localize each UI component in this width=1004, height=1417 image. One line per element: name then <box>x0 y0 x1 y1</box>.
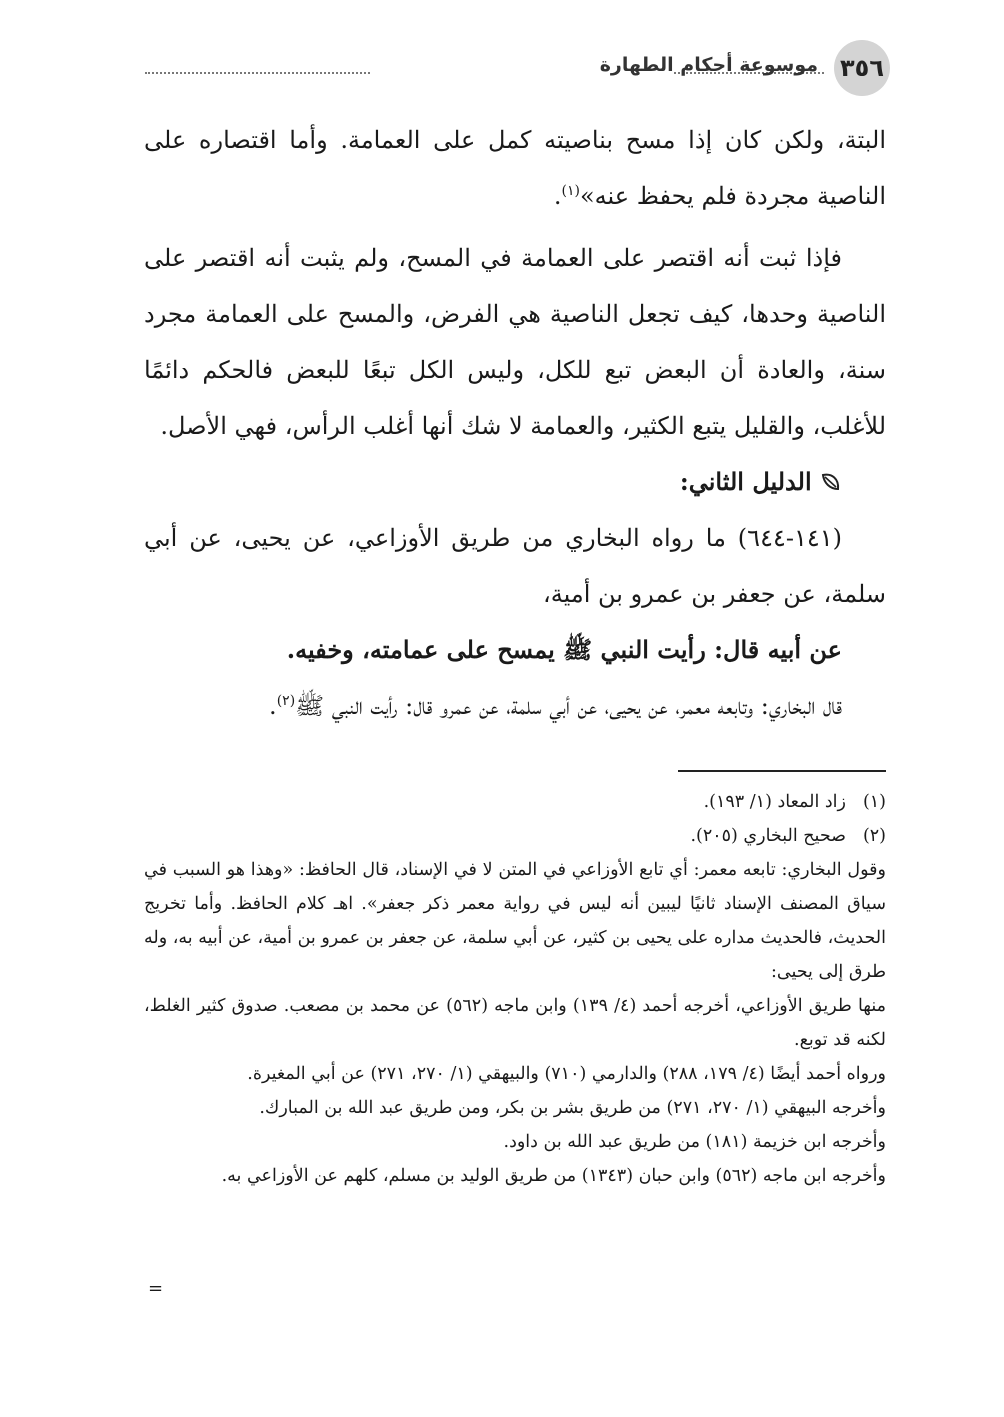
footnote-separator <box>678 770 886 772</box>
hadith-text: عن أبيه قال: رأيت النبي ﷺ يمسح على عمامته، وخفيه. <box>286 635 842 664</box>
continuation-mark: = <box>148 1278 164 1299</box>
footnote-2-commentary: وقول البخاري: تابعه معمر: أي تابع الأوزاعي في المتن لا في الإسناد، قال الحافظ: «وهذا هو السبب في سياق المصنف الإسناد ثانيًا ليبين أنه ليس في رواية معمر ذكر جعفر». اهـ كلام الحافظ. وأما تخريج الحديث، فالحديث مداره على يحيى بن كثير، عن أبي سلمة، عن جعفر بن عمرو بن أمية، عن أبيه به، وله طرق إلى يحيى: <box>144 860 886 982</box>
footnote-2-route-3: وأخرجه البيهقي (١/ ٢٧٠، ٢٧١) من طريق بشر بن بكر، ومن طريق عبد الله بن المبارك. <box>259 1098 886 1118</box>
footnote-2-number: (٢) <box>862 826 886 846</box>
section-heading-text: الدليل الثاني: <box>679 467 812 496</box>
footnote-ref-1[interactable]: (١) <box>561 183 580 199</box>
main-text <box>144 112 886 734</box>
paragraph-3: (١٤١-٦٤٤) ما رواه البخاري من طريق الأوزاعي، عن يحيى، عن أبي سلمة، عن جعفر بن عمرو بن أمية، <box>144 524 886 608</box>
paragraph-2: فإذا ثبت أنه اقتصر على العمامة في المسح، ولم يثبت أنه اقتصر على الناصية وحدها، كيف تجعل الناصية هي الفرض، والمسح على العمامة مجرد سنة، والعادة أن البعض تبع للكل، وليس الكل تبعًا للبعض فالحكم دائمًا للأغلب، والقليل يتبع الكثير، والعمامة لا شك أنها أغلب الرأس، فهي الأصل. <box>144 244 886 440</box>
paragraph-5-text: قال البخاري: وتابعه معمر، عن يحيى، عن أبي سلمة، عن عمرو قال: رأيت النبي ﷺ <box>295 692 842 720</box>
footnote-2-route-4: وأخرجه ابن خزيمة (١٨١) من طريق عبد الله بن داود. <box>503 1132 886 1152</box>
section-heading <box>144 454 886 510</box>
paragraph-5 <box>144 678 886 734</box>
footnote-2-route-2: ورواه أحمد أيضًا (٤/ ١٧٩، ٢٨٨) والدارمي (٧١٠) والبيهقي (١/ ٢٧٠، ٢٧١) عن أبي المغيرة. <box>247 1064 886 1084</box>
paragraph-1-text: البتة، ولكن كان إذا مسح بناصيته كمل على العمامة. وأما اقتصاره على الناصية مجردة فلم يحفظ عنه» <box>144 126 886 210</box>
paragraph-5-end: . <box>269 692 277 720</box>
footnote-1-text: زاد المعاد (١/ ١٩٣). <box>703 792 846 812</box>
footnote-2-route-5: وأخرجه ابن ماجه (٥٦٢) وابن حبان (١٣٤٣) من طريق الوليد بن مسلم، كلهم عن الأوزاعي به. <box>221 1166 886 1186</box>
page-header <box>140 40 890 100</box>
footnote-2 <box>144 819 886 853</box>
paragraph-1-end: . <box>553 182 562 210</box>
book-title: موسوعة أحكام الطهارة <box>599 54 818 76</box>
header-dots-left <box>145 72 370 74</box>
footnotes-section <box>144 785 886 1193</box>
footnote-2-text: صحيح البخاري (٢٠٥). <box>690 826 846 846</box>
page-number-badge: ٣٥٦ <box>834 40 890 96</box>
footnote-2-route-1: منها طريق الأوزاعي، أخرجه أحمد (٤/ ١٣٩) وابن ماجه (٥٦٢) عن محمد بن مصعب. صدوق كثير الغلط، لكنه قد توبع. <box>144 996 886 1050</box>
paragraph-1 <box>144 112 886 224</box>
leaf-ornament-icon <box>812 467 842 496</box>
footnote-1-number: (١) <box>862 792 886 812</box>
footnote-ref-2[interactable]: (٢) <box>276 693 296 709</box>
footnote-1 <box>144 785 886 819</box>
